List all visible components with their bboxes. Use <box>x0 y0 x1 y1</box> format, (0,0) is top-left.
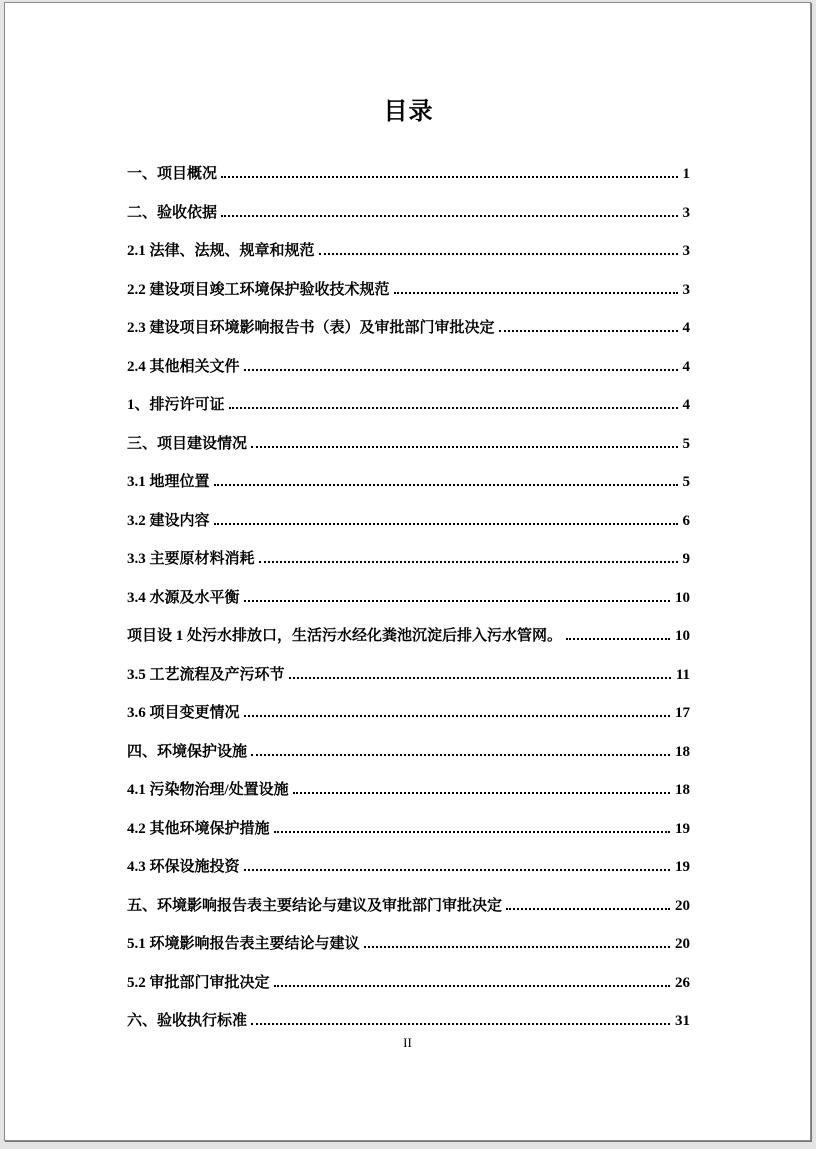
toc-entry-label: 3.3 主要原材料消耗 <box>127 551 255 567</box>
toc-entry-label: 2.4 其他相关文件 <box>127 358 240 375</box>
toc-leader-dots <box>293 792 670 794</box>
toc-entry-page-number: 6 <box>682 512 690 529</box>
toc-leader-dots <box>214 523 678 525</box>
toc-entry-page-number: 3 <box>682 204 690 221</box>
toc-entry[interactable] <box>127 973 690 994</box>
toc-leader-dots <box>251 446 677 448</box>
toc-entry[interactable] <box>127 588 690 609</box>
toc-leader-dots <box>251 1023 670 1025</box>
page-footer <box>5 1035 810 1050</box>
toc-entry-page-number: 3 <box>682 281 690 298</box>
toc-leader-dots <box>244 715 670 717</box>
toc-leader-dots <box>229 407 678 409</box>
toc-leader-dots <box>289 677 671 679</box>
toc-leader-dots <box>214 484 678 486</box>
toc-entry-page-number: 9 <box>682 551 690 567</box>
toc-leader-dots <box>274 985 670 987</box>
toc-entry-page-number: 10 <box>675 589 690 606</box>
toc-entry-page-number: 4 <box>682 358 690 375</box>
toc-leader-dots <box>221 215 677 217</box>
toc-entry-label: 5.2 审批部门审批决定 <box>127 974 270 991</box>
toc-entry[interactable] <box>127 1011 690 1032</box>
toc-entry-page-number: 20 <box>675 897 690 914</box>
toc-leader-dots <box>364 946 670 948</box>
document-page <box>4 2 811 1141</box>
footer-page-number: II <box>403 1035 412 1050</box>
toc-leader-dots <box>319 253 678 255</box>
toc-entry-label: 四、环境保护设施 <box>127 743 248 760</box>
toc-entry[interactable] <box>127 665 690 686</box>
toc-entry[interactable] <box>127 241 690 262</box>
toc-entry-label: 3.1 地理位置 <box>127 474 210 490</box>
toc-leader-dots <box>244 869 670 871</box>
toc-leader-dots <box>251 754 670 756</box>
toc-leader-dots <box>274 831 670 833</box>
toc-entry-label: 2.1 法律、法规、规章和规范 <box>127 243 315 259</box>
toc-leader-dots <box>499 330 678 332</box>
toc-entry-page-number: 4 <box>682 320 690 336</box>
toc-entry-page-number: 11 <box>675 666 690 683</box>
toc-entry[interactable] <box>127 203 690 224</box>
toc-entry[interactable] <box>127 164 690 185</box>
toc-entry-label: 一、项目概况 <box>127 166 218 182</box>
toc-leader-dots <box>566 638 670 640</box>
toc-leader-dots <box>244 369 678 371</box>
toc-entry[interactable] <box>127 280 690 301</box>
toc-entry[interactable] <box>127 896 690 917</box>
toc-entry-label: 1、排污许可证 <box>127 397 225 413</box>
toc-entry-label: 六、验收执行标准 <box>127 1013 248 1029</box>
toc-entry-page-number: 17 <box>675 705 690 721</box>
toc-entry-page-number: 1 <box>682 166 690 182</box>
toc-entry[interactable] <box>127 434 690 455</box>
toc-entry-page-number: 5 <box>682 435 690 452</box>
toc-entry[interactable] <box>127 357 690 378</box>
toc-entry-page-number: 3 <box>682 243 690 259</box>
toc-entry-label: 五、环境影响报告表主要结论与建议及审批部门审批决定 <box>127 897 503 914</box>
toc-entry-page-number: 19 <box>675 820 690 837</box>
toc-leader-dots <box>259 561 678 563</box>
toc-entry-page-number: 20 <box>675 936 690 952</box>
toc-entry-page-number: 18 <box>675 743 690 760</box>
toc-entry[interactable] <box>127 511 690 532</box>
toc-entry-label: 5.1 环境影响报告表主要结论与建议 <box>127 936 360 952</box>
toc-entry[interactable] <box>127 703 690 724</box>
toc-entry-label: 3.2 建设内容 <box>127 512 210 529</box>
toc-entry-label: 三、项目建设情况 <box>127 435 248 452</box>
toc-entry[interactable] <box>127 472 690 493</box>
toc-entry-label: 4.1 污染物治理/处置设施 <box>127 782 289 798</box>
toc-entry-page-number: 18 <box>675 782 690 798</box>
toc-entry[interactable] <box>127 857 690 878</box>
toc-entry-page-number: 26 <box>675 974 690 991</box>
toc-entry-label: 3.6 项目变更情况 <box>127 705 240 721</box>
toc-entry-label: 4.2 其他环境保护措施 <box>127 820 270 837</box>
toc-leader-dots <box>244 600 670 602</box>
toc-entry-page-number: 10 <box>675 628 690 644</box>
toc-entry-label: 二、验收依据 <box>127 204 218 221</box>
toc-entry-page-number: 19 <box>675 859 690 875</box>
toc-entry[interactable] <box>127 742 690 763</box>
toc-entry-page-number: 5 <box>682 474 690 490</box>
toc-entry[interactable] <box>127 780 690 801</box>
toc-entry[interactable] <box>127 549 690 570</box>
toc-entry-label: 3.5 工艺流程及产污环节 <box>127 666 285 683</box>
toc-entry[interactable] <box>127 934 690 955</box>
toc-entry-label: 2.3 建设项目环境影响报告书（表）及审批部门审批决定 <box>127 320 495 336</box>
toc-entry-page-number: 31 <box>675 1013 690 1029</box>
toc-list <box>127 164 690 1032</box>
toc-entry-page-number: 4 <box>682 397 690 413</box>
toc-leader-dots <box>221 176 677 178</box>
toc-entry-label: 项目设 1 处污水排放口，生活污水经化粪池沉淀后排入污水管网。 <box>127 628 563 644</box>
toc-entry-label: 2.2 建设项目竣工环境保护验收技术规范 <box>127 281 390 298</box>
toc-entry[interactable] <box>127 819 690 840</box>
toc-entry-label: 4.3 环保设施投资 <box>127 859 240 875</box>
toc-leader-dots <box>506 908 670 910</box>
toc-title: 目录 <box>383 99 434 125</box>
toc-leader-dots <box>394 292 678 294</box>
toc-entry[interactable] <box>127 318 690 339</box>
toc-entry-label: 3.4 水源及水平衡 <box>127 589 240 606</box>
toc-entry[interactable] <box>127 395 690 416</box>
toc-entry[interactable] <box>127 626 690 647</box>
